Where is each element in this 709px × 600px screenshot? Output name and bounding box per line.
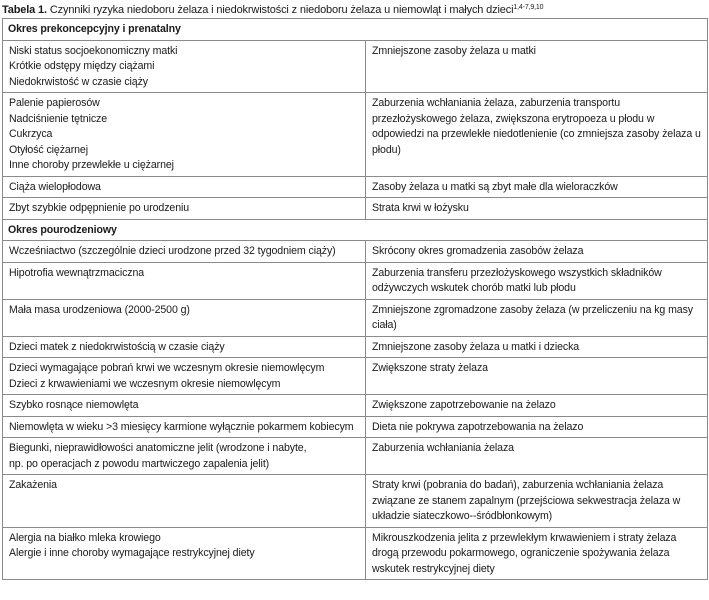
mechanism-text: Zmniejszone zgromadzone zasoby żelaza (w przeliczeniu na kg masy ciała) xyxy=(372,303,693,331)
risk-factor-cell xyxy=(3,299,366,336)
risk-factor-cell xyxy=(3,358,366,395)
table-row xyxy=(3,527,708,580)
risk-factors-table xyxy=(2,18,708,580)
risk-factor: Dzieci wymagające pobrań krwi we wczesnym okresie niemowlęcym xyxy=(9,362,325,374)
risk-factor: Ciąża wielopłodowa xyxy=(9,180,101,193)
table-row xyxy=(3,358,708,395)
mechanism-cell xyxy=(366,241,708,263)
table-row xyxy=(3,176,708,198)
mechanism-cell xyxy=(366,40,708,93)
section-header-row xyxy=(3,19,708,41)
mechanism-text: Zwiększone zapotrzebowanie na żelazo xyxy=(372,399,556,411)
table-row xyxy=(3,438,708,475)
risk-factor: Otyłość ciężarnej xyxy=(9,143,88,156)
risk-factor: Hipotrofia wewnątrzmaciczna xyxy=(9,266,145,279)
table-row xyxy=(3,336,708,358)
risk-factor-cell xyxy=(3,527,366,580)
risk-factor-cell xyxy=(3,198,366,220)
risk-factor: Cukrzyca xyxy=(9,128,53,140)
section-title: Okres pourodzeniowy xyxy=(3,219,708,241)
mechanism-cell xyxy=(366,358,708,395)
mechanism-text: Skrócony okres gromadzenia zasobów żelaza xyxy=(372,245,584,257)
risk-factor: Niemowlęta w wieku >3 miesięcy karmione wyłącznie pokarmem kobiecym xyxy=(9,420,354,433)
mechanism-text: Zwiększone straty żelaza xyxy=(372,362,488,374)
mechanism-text: Zasoby żelaza u matki są zbyt małe dla wieloraczków xyxy=(372,180,618,193)
mechanism-cell xyxy=(366,93,708,177)
table-row xyxy=(3,262,708,299)
table-row xyxy=(3,198,708,220)
risk-factor-cell xyxy=(3,416,366,438)
mechanism-text: Zmniejszone zasoby żelaza u matki i dziecka xyxy=(372,340,580,353)
mechanism-cell xyxy=(366,527,708,580)
risk-factor: Zakażenia xyxy=(9,479,57,491)
mechanism-cell xyxy=(366,475,708,528)
mechanism-cell xyxy=(366,416,708,438)
mechanism-cell xyxy=(366,299,708,336)
section-header-row xyxy=(3,219,708,241)
mechanism-text: Strata krwi w łożysku xyxy=(372,202,469,214)
mechanism-cell xyxy=(366,438,708,475)
risk-factor: Alergie i inne choroby wymagające restrykcyjnej diety xyxy=(9,547,255,559)
risk-factor: Zbyt szybkie odpępnienie po urodzeniu xyxy=(9,202,190,214)
risk-factor: Dzieci matek z niedokrwistością w czasie ciąży xyxy=(9,340,225,353)
table-row xyxy=(3,475,708,528)
risk-factor-cell xyxy=(3,395,366,417)
caption-text: Czynniki ryzyka niedoboru żelaza i niedokrwistości z niedoboru żelaza u niemowląt i małych dzieci xyxy=(46,4,514,16)
risk-factor: Niski status socjoekonomiczny matki xyxy=(9,44,178,57)
risk-factor-cell xyxy=(3,93,366,177)
mechanism-text: Zaburzenia wchłaniania żelaza, zaburzenia transportu przezłożyskowego żelaza, zwiększona erytropoeza u płodu w odpowiedzi na przewlekłe niedotlenienie (co zmniejsza zasoby żelaza u płodu) xyxy=(372,97,701,156)
risk-factor-cell xyxy=(3,40,366,93)
risk-factor-cell xyxy=(3,241,366,263)
risk-factor-cell xyxy=(3,475,366,528)
table-row xyxy=(3,416,708,438)
caption-references: 1,4-7,9,10 xyxy=(513,4,544,11)
table-caption xyxy=(2,0,707,18)
risk-factor: Alergia na białko mleka krowiego xyxy=(9,531,161,544)
risk-factor-cell xyxy=(3,336,366,358)
risk-factor-cell xyxy=(3,262,366,299)
risk-factor: Krótkie odstępy między ciążami xyxy=(9,60,155,72)
risk-factor: Palenie papierosów xyxy=(9,97,100,109)
mechanism-cell xyxy=(366,198,708,220)
mechanism-cell xyxy=(366,395,708,417)
risk-factor: Niedokrwistość w czasie ciąży xyxy=(9,75,148,88)
table-row xyxy=(3,40,708,93)
table-row xyxy=(3,299,708,336)
mechanism-text: Zaburzenia transferu przezłożyskowego wszystkich składników odżywczych wskutek chorób matki lub płodu xyxy=(372,266,662,294)
mechanism-cell xyxy=(366,336,708,358)
mechanism-cell xyxy=(366,176,708,198)
risk-factor: Dzieci z krwawieniami we wczesnym okresie niemowlęcym xyxy=(9,377,281,390)
risk-factor: Szybko rosnące niemowlęta xyxy=(9,399,139,411)
mechanism-text: Dieta nie pokrywa zapotrzebowania na żelazo xyxy=(372,420,584,433)
caption-label: Tabela 1. xyxy=(2,4,47,16)
risk-factor: Inne choroby przewlekłe u ciężarnej xyxy=(9,159,174,171)
section-title: Okres prekoncepcyjny i prenatalny xyxy=(3,19,708,41)
mechanism-text: Straty krwi (pobrania do badań), zaburzenia wchłaniania żelaza związane ze stanem zapalnym (przejściowa sekwestracja żelaza w układzie siateczkowo--śródbłonkowym) xyxy=(372,479,681,522)
risk-factor-cell xyxy=(3,438,366,475)
risk-factor: Biegunki, nieprawidłowości anatomiczne jelit (wrodzone i nabyte, xyxy=(9,442,307,454)
table-row xyxy=(3,395,708,417)
risk-factor: Mała masa urodzeniowa (2000-2500 g) xyxy=(9,303,190,316)
table-body xyxy=(3,19,708,580)
table-row xyxy=(3,93,708,177)
mechanism-cell xyxy=(366,262,708,299)
table-row xyxy=(3,241,708,263)
risk-factor: Nadciśnienie tętnicze xyxy=(9,112,108,125)
risk-factor: np. po operacjach z powodu martwiczego zapalenia jelit) xyxy=(9,457,270,470)
mechanism-text: Zmniejszone zasoby żelaza u matki xyxy=(372,44,536,57)
mechanism-text: Mikrouszkodzenia jelita z przewlekłym krwawieniem i straty żelaza drogą przewodu pokarmowego, ograniczenie spożywania żelaza wskutek restrykcyjnej diety xyxy=(372,531,677,575)
risk-factor: Wcześniactwo (szczególnie dzieci urodzone przed 32 tygodniem ciąży) xyxy=(9,245,336,257)
mechanism-text: Zaburzenia wchłaniania żelaza xyxy=(372,442,514,454)
risk-factor-cell xyxy=(3,176,366,198)
